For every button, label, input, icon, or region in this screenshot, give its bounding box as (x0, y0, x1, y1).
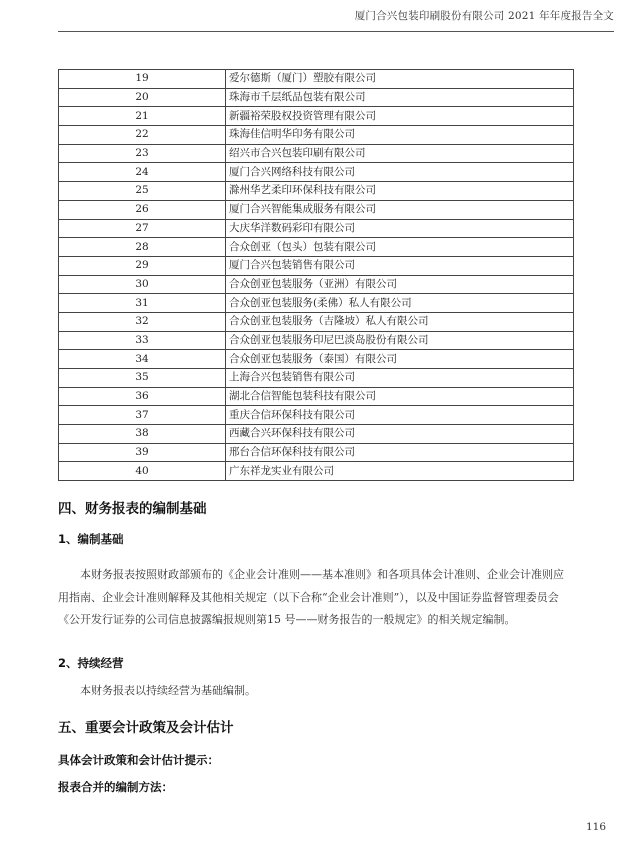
row-number: 29 (59, 256, 226, 275)
row-number: 25 (59, 182, 226, 201)
report-header-title: 厦门合兴包装印刷股份有限公司 2021 年年度报告全文 (354, 10, 614, 22)
going-concern-paragraph (58, 680, 578, 703)
header-divider (58, 31, 614, 32)
company-name: 珠海市千层纸品包装有限公司 (226, 88, 574, 107)
row-number: 22 (59, 126, 226, 145)
company-name: 重庆合信环保科技有限公司 (226, 406, 574, 425)
row-number: 21 (59, 107, 226, 126)
paragraph-line: 《公开发行证券的公司信息披露编报规则第15 号——财务报告的一般规定》的相关规定编制。 (58, 613, 516, 626)
table-row (59, 331, 574, 350)
table-row (59, 294, 574, 313)
paragraph-line: 本财务报表以持续经营为基础编制。 (80, 684, 256, 697)
paragraph-line: 用指南、企业会计准则解释及其他相关规定（以下合称“企业会计准则”），以及中国证券监督管理委员会 (58, 590, 559, 604)
company-name: 大庆华洋数码彩印有限公司 (226, 219, 574, 238)
subsidiary-table (58, 69, 574, 481)
row-number: 37 (59, 406, 226, 425)
table-row (59, 312, 574, 331)
row-number: 30 (59, 275, 226, 294)
row-number: 23 (59, 144, 226, 163)
basis-paragraph (58, 564, 578, 632)
row-number: 38 (59, 425, 226, 444)
row-number: 31 (59, 294, 226, 313)
company-name: 厦门合兴网络科技有限公司 (226, 163, 574, 182)
table-row (59, 70, 574, 89)
row-number: 32 (59, 312, 226, 331)
row-number: 39 (59, 443, 226, 462)
table-row (59, 126, 574, 145)
company-name: 邢台合信环保科技有限公司 (226, 443, 574, 462)
table-row (59, 275, 574, 294)
company-name: 合众创亚包装服务印尼巴淡岛股份有限公司 (226, 331, 574, 350)
table-row (59, 387, 574, 406)
table-row (59, 406, 574, 425)
row-number: 40 (59, 462, 226, 481)
company-name: 广东祥龙实业有限公司 (226, 462, 574, 481)
company-name: 爱尔德斯（厦门）塑胶有限公司 (226, 70, 574, 89)
consolidation-method-heading: 报表合并的编制方法： (58, 780, 173, 794)
table-row (59, 107, 574, 126)
table-row (59, 219, 574, 238)
table-row (59, 443, 574, 462)
company-name: 珠海佳信明华印务有限公司 (226, 126, 574, 145)
row-number: 26 (59, 200, 226, 219)
subsection-basis-heading: 1、编制基础 (58, 532, 124, 546)
row-number: 33 (59, 331, 226, 350)
paragraph-line: 本财务报表按照财政部颁布的《企业会计准则——基本准则》和各项具体会计准则、企业会计准则应 (80, 568, 564, 581)
subsection-going-concern-heading: 2、持续经营 (58, 656, 124, 670)
row-number: 34 (59, 350, 226, 369)
company-name: 湖北合信智能包装科技有限公司 (226, 387, 574, 406)
section-4-heading: 四、财务报表的编制基础 (58, 501, 207, 517)
section-5-heading: 五、重要会计政策及会计估计 (58, 720, 234, 736)
table-row (59, 88, 574, 107)
row-number: 27 (59, 219, 226, 238)
row-number: 35 (59, 369, 226, 388)
company-name: 厦门合兴包装销售有限公司 (226, 256, 574, 275)
table-row (59, 163, 574, 182)
company-name: 上海合兴包装销售有限公司 (226, 369, 574, 388)
company-name: 绍兴市合兴包装印刷有限公司 (226, 144, 574, 163)
policy-tip-heading: 具体会计政策和会计估计提示： (58, 753, 219, 767)
company-name: 新疆裕荣股权投资管理有限公司 (226, 107, 574, 126)
row-number: 24 (59, 163, 226, 182)
table-row (59, 256, 574, 275)
company-name: 合众创亚包装服务（亚洲）有限公司 (226, 275, 574, 294)
company-name: 合众创亚包装服务(柔佛）私人有限公司 (226, 294, 574, 313)
table-row (59, 425, 574, 444)
table-row (59, 369, 574, 388)
company-name: 厦门合兴智能集成服务有限公司 (226, 200, 574, 219)
row-number: 36 (59, 387, 226, 406)
table-row (59, 182, 574, 201)
page-number: 116 (585, 821, 606, 833)
table-row (59, 144, 574, 163)
company-name: 合众创亚包装服务（泰国）有限公司 (226, 350, 574, 369)
table-row (59, 200, 574, 219)
table-row (59, 350, 574, 369)
row-number: 28 (59, 238, 226, 257)
company-name: 合众创亚（包头）包装有限公司 (226, 238, 574, 257)
table-row (59, 462, 574, 481)
table-row (59, 238, 574, 257)
company-name: 合众创亚包装服务（吉隆坡）私人有限公司 (226, 312, 574, 331)
company-name: 西藏合兴环保科技有限公司 (226, 425, 574, 444)
company-name: 滁州华艺柔印环保科技有限公司 (226, 182, 574, 201)
row-number: 19 (59, 70, 226, 89)
row-number: 20 (59, 88, 226, 107)
